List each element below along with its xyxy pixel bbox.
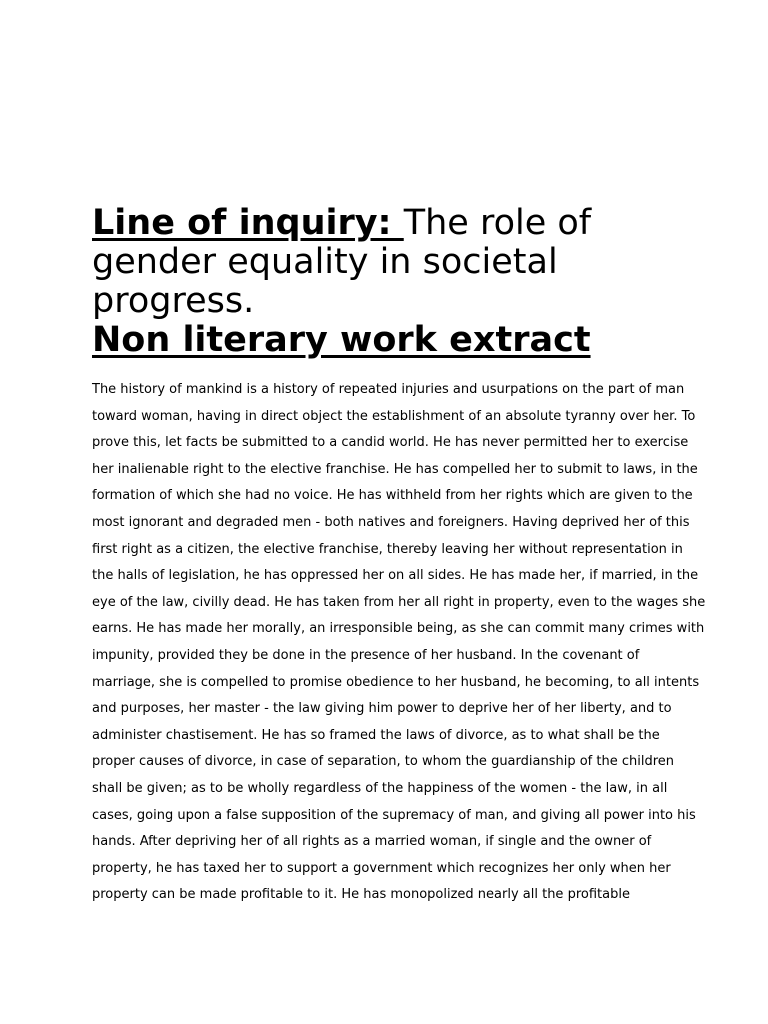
paragraph-line: shall be given; as to be wholly regardless of the happiness of the women - the law, in all (92, 780, 668, 796)
extract-heading: Non literary work extract (92, 320, 591, 360)
paragraph-line: prove this, let facts be submitted to a candid world. He has never permitted her to exercise (92, 435, 689, 451)
extract-paragraph (92, 377, 706, 909)
paragraph-line: The history of mankind is a history of repeated injuries and usurpations on the part of man (92, 382, 685, 397)
paragraph-line: earns. He has made her morally, an irresponsible being, as she can commit many crimes with (92, 621, 705, 637)
paragraph-line: property, he has taxed her to support a government which recognizes her only when her (92, 860, 671, 876)
inquiry-heading (92, 204, 692, 321)
paragraph-line: cases, going upon a false supposition of the supremacy of man, and giving all power into his (92, 807, 696, 823)
paragraph-line: marriage, she is compelled to promise obedience to her husband, he becoming, to all intents (92, 674, 700, 690)
inquiry-label: Line of inquiry: (92, 203, 404, 243)
paragraph-line: formation of which she had no voice. He has withheld from her rights which are given to the (92, 488, 693, 504)
paragraph-line: proper causes of divorce, in case of separation, to whom the guardianship of the children (92, 754, 675, 770)
paragraph-line: administer chastisement. He has so framed the laws of divorce, as to what shall be the (92, 727, 660, 743)
paragraph-line: property can be made profitable to it. He has monopolized nearly all the profitable (92, 887, 630, 903)
paragraph-line: toward woman, having in direct object the establishment of an absolute tyranny over her. To (92, 408, 696, 424)
inquiry-text: The role of gender equality in societal progress. (92, 203, 592, 321)
paragraph-line: the halls of legislation, he has oppressed her on all sides. He has made her, if married, in the (92, 568, 699, 584)
paragraph-line: most ignorant and degraded men - both natives and foreigners. Having deprived her of this (92, 514, 690, 530)
paragraph-line: eye of the law, civilly dead. He has taken from her all right in property, even to the wages she (92, 594, 706, 610)
paragraph-line: hands. After depriving her of all rights as a married woman, if single and the owner of (92, 834, 652, 850)
document-content (92, 203, 706, 909)
paragraph-line: first right as a citizen, the elective franchise, thereby leaving her without representation in (92, 541, 683, 557)
paragraph-line: and purposes, her master - the law giving him power to deprive her of her liberty, and to (92, 701, 672, 717)
paragraph-line: her inalienable right to the elective franchise. He has compelled her to submit to laws, in the (92, 461, 698, 477)
paragraph-line: impunity, provided they be done in the presence of her husband. In the covenant of (92, 647, 640, 663)
